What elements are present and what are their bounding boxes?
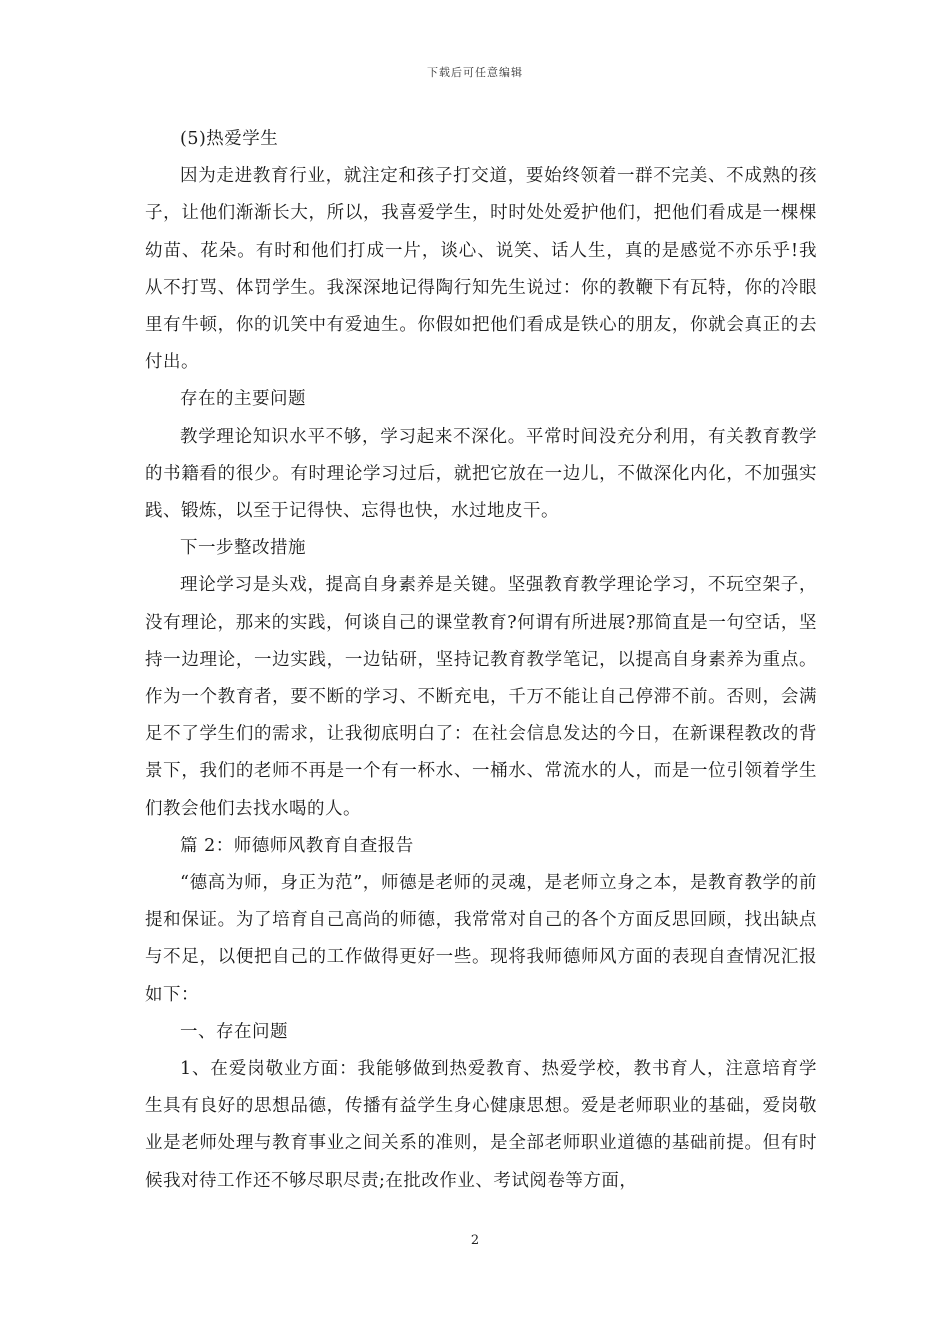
section-heading-existing-problems: 一、存在问题 <box>180 1021 288 1042</box>
paragraph-dedication: 1、在爱岗敬业方面：我能够做到热爱教育、热爱学校，教书育人，注意培育学生具有良好的思想品德，传播有益学生身心健康思想。爱是老师职业的基础，爱岗敬业是老师处理与教育事业之间关系的准则，是全部老师职业道德的基础前提。但有时候我对待工作还不够尽职尽责;在批改作业、考试阅卷等方面， <box>145 1059 817 1191</box>
section-heading-article-2: 篇 2：师德师风教育自查报告 <box>180 835 414 856</box>
paragraph-article-2-intro: “德高为师，身正为范”，师德是老师的灵魂，是老师立身之本，是教育教学的前提和保证。为了培育自己高尚的师德，我常常对自己的各个方面反思回顾，找出缺点与不足，以便把自己的工作做得更好一些。现将我师德师风方面的表现自查情况汇报如下： <box>145 873 817 1005</box>
page-number: 2 <box>470 1233 480 1248</box>
document-body <box>145 121 817 1200</box>
page-header: 下载后可任意编辑 <box>427 66 523 79</box>
paragraph-next-steps: 理论学习是头戏，提高自身素养是关键。坚强教育教学理论学习，不玩空架子，没有理论，那来的实践，何谈自己的课堂教育?何谓有所进展?那简直是一句空话，坚持一边理论，一边实践，一边钻研，坚持记教育教学笔记，以提高自身素养为重点。作为一个教育者，要不断的学习、不断充电，千万不能让自己停滞不前。否则，会满足不了学生们的需求，让我彻底明白了：在社会信息发达的今日，在新课程教改的背景下，我们的老师不再是一个有一杯水、一桶水、常流水的人，而是一位引领着学生们教会他们去找水喝的人。 <box>145 575 817 819</box>
paragraph-main-problems: 教学理论知识水平不够，学习起来不深化。平常时间没充分利用，有关教育教学的书籍看的很少。有时理论学习过后，就把它放在一边儿，不做深化内化，不加强实践、锻炼，以至于记得快、忘得也快，水过地皮干。 <box>145 426 817 522</box>
paragraph-love-students: 因为走进教育行业，就注定和孩子打交道，要始终领着一群不完美、不成熟的孩子，让他们渐渐长大，所以，我喜爱学生，时时处处爱护他们，把他们看成是一棵棵幼苗、花朵。有时和他们打成一片，谈心、说笑、话人生，真的是感觉不亦乐乎!我从不打骂、体罚学生。我深深地记得陶行知先生说过：你的教鞭下有瓦特，你的冷眼里有牛顿，你的讥笑中有爱迪生。你假如把他们看成是铁心的朋友，你就会真正的去付出。 <box>145 166 817 373</box>
section-heading-love-students: (5)热爱学生 <box>180 129 279 149</box>
section-heading-main-problems: 存在的主要问题 <box>180 389 306 410</box>
section-heading-next-steps: 下一步整改措施 <box>180 538 306 559</box>
